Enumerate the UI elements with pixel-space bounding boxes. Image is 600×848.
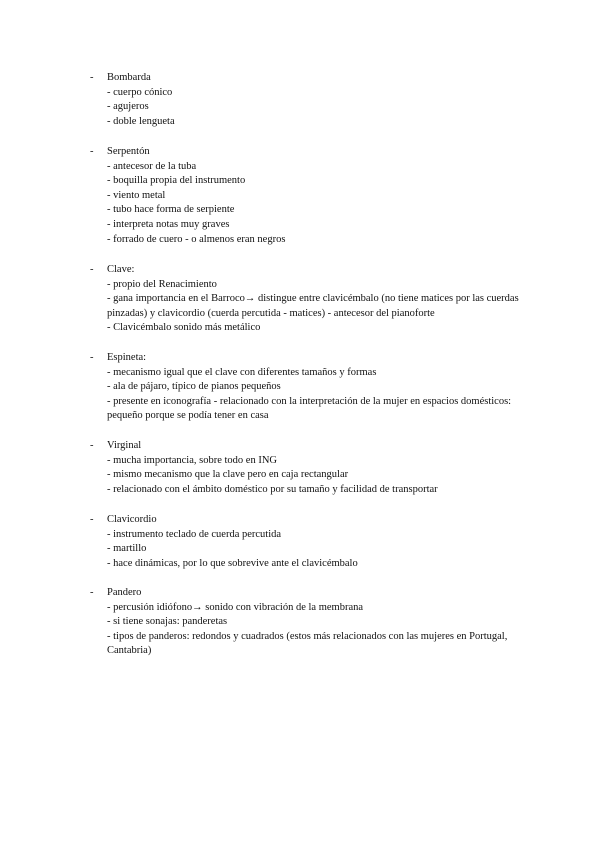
list-item: - relacionado con el ámbito doméstico por su tamaño y facilidad de transportar: [107, 483, 438, 495]
list-item: - si tiene sonajas: panderetas: [107, 616, 228, 628]
list-item: - boquilla propia del instrumento: [107, 175, 246, 187]
section-pandero: [90, 586, 520, 659]
list-item: - mucha importancia, sobre todo en ING: [107, 454, 277, 466]
list-dash: -: [90, 514, 94, 525]
section-title: Clavicordio: [107, 514, 157, 525]
section-title: Serpentón: [107, 146, 150, 157]
list-item: - cuerpo cónico: [107, 86, 173, 98]
list-item: - forrado de cuero - o almenos eran negros: [107, 233, 286, 245]
section-espineta: [90, 351, 520, 424]
list-item: - tubo hace forma de serpiente: [107, 204, 235, 216]
section-bombarda: [90, 71, 520, 129]
list-item: - antecesor de la tuba: [107, 160, 197, 172]
section-title: Virginal: [107, 440, 142, 451]
list-item: - ala de pájaro, típico de pianos pequeños: [107, 381, 281, 393]
section-serpenton: [90, 145, 520, 247]
section-clavicordio: [90, 513, 520, 571]
list-dash: -: [90, 587, 94, 598]
section-title: Pandero: [107, 587, 142, 598]
list-dash: -: [90, 72, 94, 83]
list-item: - doble lengueta: [107, 115, 175, 127]
list-item: - agujeros: [107, 101, 149, 113]
section-virginal: [90, 439, 520, 497]
list-item: - instrumento teclado de cuerda percutida: [107, 528, 282, 540]
list-item: - viento metal: [107, 189, 166, 201]
section-title: Espineta:: [107, 352, 147, 363]
list-item: - Clavicémbalo sonido más metálico: [107, 322, 261, 334]
list-item: - hace dinámicas, por lo que sobrevive ante el clavicémbalo: [107, 557, 358, 569]
list-item: - presente en iconografía - relacionado con la interpretación de la mujer en espacios domésticos: pequeño porque se podía tener en casa: [107, 395, 512, 422]
list-dash: -: [90, 440, 94, 451]
section-clave: [90, 263, 520, 336]
list-item: - tipos de panderos: redondos y cuadrados (estos más relacionados con las mujeres en Portugal, Cantabria): [107, 630, 508, 657]
list-dash: -: [90, 264, 94, 275]
list-item: - gana importancia en el Barroco→ distingue entre clavicémbalo (no tiene matices por las cuerdas pinzadas) y clavicordio (cuerda percutida - matices) - antecesor del pianoforte: [107, 293, 519, 319]
list-item: - percusión idiófono→ sonido con vibración de la membrana: [107, 601, 364, 613]
list-item: - mecanismo igual que el clave con diferentes tamaños y formas: [107, 366, 377, 378]
section-title: Bombarda: [107, 72, 151, 83]
list-dash: -: [90, 352, 94, 363]
section-title: Clave:: [107, 264, 135, 275]
list-item: - interpreta notas muy graves: [107, 218, 230, 230]
list-item: - martillo: [107, 543, 147, 555]
list-item: - mismo mecanismo que la clave pero en caja rectangular: [107, 469, 349, 481]
list-dash: -: [90, 146, 94, 157]
list-item: - propio del Renacimiento: [107, 278, 217, 290]
